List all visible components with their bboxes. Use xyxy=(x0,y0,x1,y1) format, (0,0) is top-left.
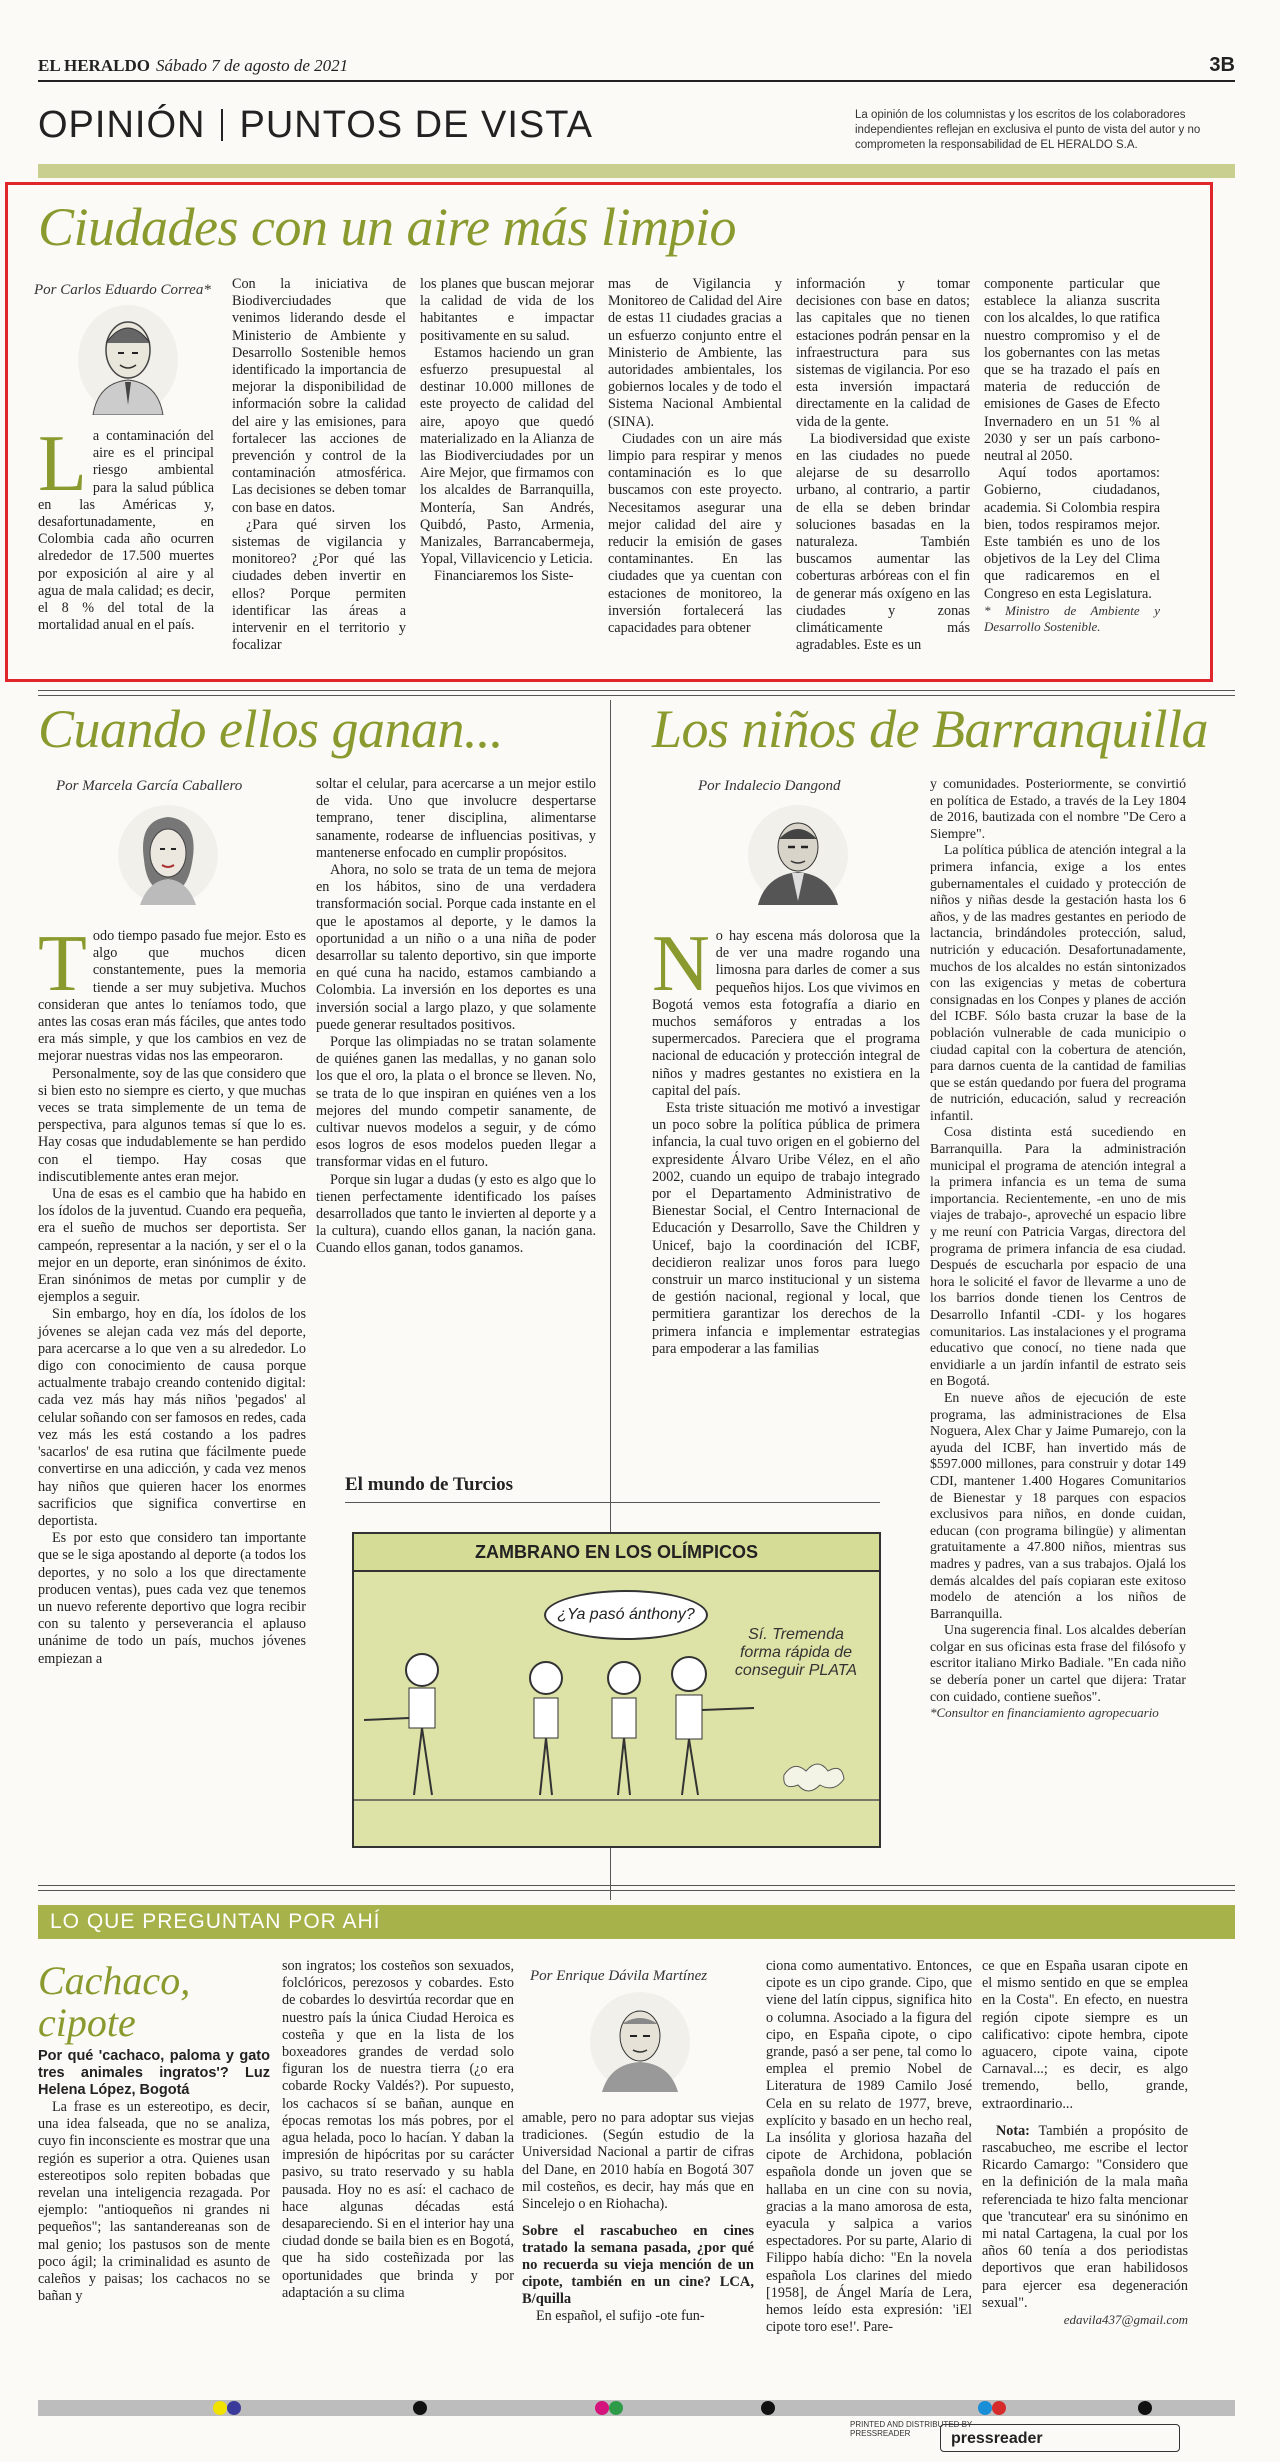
paragraph: Esta triste situación me motivó a investigar un poco sobre la política pública de primera infancia, la cual tuvo origen en el gobierno del expresidente Álvaro Uribe Vélez, en el año 2002, cuando un equipo de trabajo integrado por el Departamento Administrativo de Bienestar Social, el Centro Internacional de Educación y Desarrollo, Save the Children y Unicef, bajo la coordinación del ICBF, decidieron realizar unos foros para luego construir un marco institucional y un sistema de gestión nacional, regional y local, que permitiera garantizar los derechos de la primera infancia e implementar estrategias para empoderar a las familias xyxy=(652,1100,920,1357)
article1-col3 xyxy=(420,276,594,586)
paragraph: mas de Vigilancia y Monitoreo de Calidad del Aire de estas 11 ciudades gracias a un esfuerzo conjunto entre el Ministerio de Ambiente, las autoridades ambientales, los gobiernos locales y de todo el Sistema Nacional Ambiental (SINA). xyxy=(608,276,782,430)
paragraph: y comunidades. Posteriormente, se convirtió en política de Estado, a través de la Ley 1804 de 2016, bautizada con el nombre "De Cero a Siempre". xyxy=(930,776,1186,841)
paper-name: EL HERALDO xyxy=(38,56,150,75)
disclaimer: La opinión de los columnistas y los escritos de los colaboradores independientes reflejan en exclusiva el punto de vista del autor y no comprometen la responsabilidad de EL HERALDO S.A. xyxy=(855,109,1201,151)
paragraph: Una sugerencia final. Los alcaldes deberían colgar en sus oficinas esta frase del filósofo y escritor italiano Mirko Badiale. "En cada niño se debería poner un cartel que dijera: Tratar con cuidado, contiene sueños". xyxy=(930,1622,1186,1704)
speech-bubble: ¿Ya pasó ánthony? xyxy=(544,1590,708,1640)
print-credit: PRINTED AND DISTRIBUTED BY PRESSREADER xyxy=(850,2420,973,2438)
article1-footnote: * Ministro de Ambiente y Desarrollo Sostenible. xyxy=(984,602,1160,634)
author-portrait-davila xyxy=(590,1992,690,2092)
cartoon-banner: ZAMBRANO EN LOS OLÍMPICOS xyxy=(354,1534,879,1572)
issue-date: Sábado 7 de agosto de 2021 xyxy=(155,56,349,75)
dropcap: T xyxy=(38,920,87,1008)
paragraph: o hay escena más dolorosa que la de ver una madre rogando una limosna para darles de comer a sus pequeños hijos. Los que vivimos en Bogotá vemos esta fotografía a diario en muchos semáforos y entradas a los supermercados. Pareciera que el programa nacional de educación y protección integral de niños y madres gestantes no existiera en la capital del país. xyxy=(652,928,920,1099)
paragraph: Porque sin lugar a dudas (y esto es algo que lo tienen perfectamente identificado los países desarrollados que tanto le invierten al deporte y a la cultura), cuando ellos ganan, la nación gana. Cuando ellos ganan, todos ganamos. xyxy=(316,1171,596,1257)
paragraph: Cosa distinta está sucediendo en Barranquilla. Para la administración municipal el programa de atención integral a la primera infancia es un tema de suma importancia. Recientemente, -en uno de mis viajes de trabajo-, aproveché un espacio libre y me reuní con Patricia Vargas, directora del programa de primera infancia de esa ciudad. Después de escucharla por espacio de una hora le solicité el favor de llevarme a uno de los barrios donde tienen los Centros de Desarrollo Infantil -CDI- y los hogares comunitarios. Las instalaciones y el programa educativo que conocí, no tiene nada que envidiarle a un jardín infantil de estrato seis en Bogotá. xyxy=(930,1124,1186,1389)
paragraph: odo tiempo pasado fue mejor. Esto es algo que muchos dicen constantemente, pues la memoria tiende a ser muy subjetiva. Muchos consideran que antes lo teníamos todo, que antes las cosas eran más fáciles, que antes todo era más simple, y que los cambios en vez de mejorar nuestras vidas nos las empeoraron. xyxy=(38,928,306,1065)
dropcap: L xyxy=(38,420,87,508)
article1-col1 xyxy=(38,420,214,634)
cartoon-rule xyxy=(345,1502,880,1503)
paragraph: amable, pero no para adoptar sus viejas tradiciones. (Según estudio de la Universidad Nacional a partir de cifras del Dane, en 2010 había en Bogotá 307 mil costeños, es decir, hay más que en Sincelejo o en Riohacha). xyxy=(522,2110,754,2213)
paragraph: En español, el sufijo -ote fun- xyxy=(536,2308,705,2325)
note-label: Nota: xyxy=(996,2122,1030,2139)
lqp-band: LO QUE PREGUNTAN POR AHÍ xyxy=(38,1905,1235,1939)
masthead xyxy=(38,56,348,76)
article1-col6 xyxy=(984,276,1160,635)
paragraph: los planes que buscan mejorar la calidad de vida de los habitantes e impactar positivamente en su salud. xyxy=(420,276,594,344)
top-rule xyxy=(38,80,1235,82)
paragraph: soltar el celular, para acercarse a un mejor estilo de vida. Uno que involucre despertarse temprano, tener disciplina, alimentarse sanamente, rodearse de influencias positivas, y mantenerse enfocado en cumplir propósitos. xyxy=(316,776,596,861)
green-dot xyxy=(609,2401,623,2415)
paragraph: ¿Para qué sirven los sistemas de vigilancia y monitoreo? ¿Por qué las ciudades deben invertir en ellos? Porque permiten identificar las áreas a intervenir en el territorio y focalizar xyxy=(232,516,406,654)
black-dot xyxy=(761,2401,775,2415)
section-divider xyxy=(221,109,223,141)
article3-col2 xyxy=(930,776,1186,1721)
paragraph: Aquí todos aportamos: Gobierno, ciudadanos, academia. Si Colombia respira bien, todos respiramos mejor. Este también es uno de los objetivos de la Ley del Clima que radicaremos en el Congreso en esta Legislatura. xyxy=(984,465,1160,602)
black-dot xyxy=(1138,2401,1152,2415)
lqp-col4 xyxy=(766,1958,972,2336)
paragraph: Porque las olimpiadas no se tratan solamente de quiénes ganen las medallas, y no ganan solo los que el oro, la plata o el bronce se lleven. No, se trata de lo que inspiran en quiénes ven a los mejores del mundo competir sanamente, de cultivar nuevos modelos a seguir, y de cómo esos logros de esos modelos pueden llegar a transformar vidas en el futuro. xyxy=(316,1034,596,1171)
paragraph: componente particular que establece la alianza suscrita con los alcaldes, lo que ratifica nuestro compromiso y el de los gobernantes con las metas que se ha trazado el país en materia de reducción de emisiones de Gases de Efecto Invernadero en un 51 % al 2030 y ser un país carbono-neutral al 2050. xyxy=(984,276,1160,465)
dropcap: N xyxy=(652,920,710,1008)
article1-col5 xyxy=(796,276,970,654)
article2-col2 xyxy=(316,776,596,1258)
speech-reply: Sí. Tremenda forma rápida de conseguir PLATA xyxy=(734,1626,858,1679)
paragraph: Sin embargo, hoy en día, los ídolos de los jóvenes se alejan cada vez más del deporte, para acercarse a lo que ven a su alrededor. Lo digo con conocimiento de causa porque actualmente trabajo creando contenido digital: cada vez más hay más niños 'pegados' al celular soñando con ser famosos en redes, cada vez más les está costando a los padres 'sacarlos' de esa rutina que fácilmente puede convertirse en una adicción, y cada vez menos hay niños que quieren hacer los enormes sacrificios que significa convertirse en deportista. xyxy=(38,1306,306,1529)
section-heading xyxy=(38,104,593,147)
portrait-sketch xyxy=(118,805,218,905)
paragraph: a contaminación del aire es el principal riesgo ambiental para la salud pública en las Américas y, desafortunadamente, en Colombia cada año ocurren alrededor de 17.500 muertes por exposición al aire y al agua de mala calidad; es decir, el 8 % del total de la mortalidad anual en el país. xyxy=(38,428,214,634)
paragraph: Estamos haciendo un gran esfuerzo presupuestal al destinar 10.000 millones de este proyecto de calidad del aire, apoyo que quedó materializado en la Alianza de las Biodiverciudades por un Aire Mejor, que firmamos con los alcaldes de Barranquilla, Montería, San Andrés, Quibdó, Pasto, Armenia, Manizales, Barrancabermeja, Yopal, Villavicencio y Leticia. xyxy=(420,344,594,568)
paragraph: ce que en España usaran cipote en el mismo sentido en que se emplea en la Costa". En efecto, en nuestra región cipote siempre es un calificativo: cipote hembra, cipote aguacero, cipote vaina, cipote Carnaval...; es decir, es algo tremendo, bello, grande, extraordinario... xyxy=(982,1958,1188,2112)
portrait-sketch xyxy=(748,805,848,905)
subsection-label: PUNTOS DE VISTA xyxy=(239,104,594,146)
paragraph: ciona como aumentativo. Entonces, cipote es un cipo grande. Cipo, que viene del latín cippus, significa hito o columna. Asociado a la figura del cipo, en España cipote, o cipo grande, pasó a ser pene, tal como lo emplea el premio Nobel de Literatura de 1989 Camilo José Cela en su relato de 1977, breve, explícito y basado en un hecho real, La insólita y gloriosa hazaña del cipote de Archidona, población española donde un joven que se hallaba en un cine con su novia, gracias a la mano amorosa de esta, eyacula y salpica a varios espectadores. Por su parte, Alario di Filippo había dicho: "En la novela española Los clarines del miedo [1958], de Ángel María de Lera, hemos leído esta expresión: 'iEl cipote toro ese!'. Pare- xyxy=(766,1958,972,2336)
lqp-col3 xyxy=(522,2110,754,2325)
paragraph: Financiaremos los Siste- xyxy=(434,568,574,585)
article3-title[interactable]: Los niños de Barranquilla xyxy=(652,699,1209,759)
article3-footnote: *Consultor en financiamiento agropecuario xyxy=(930,1705,1159,1721)
magenta-dot xyxy=(595,2401,609,2415)
section-label: OPINIÓN xyxy=(38,104,206,146)
paragraph: Personalmente, soy de las que considero que si bien esto no siempre es cierto, y que muchas veces se trata simplemente de un tema de perspectiva, para algunos temas sí que lo es. Hay cosas que indudablemente se han perdido con el tiempo. Hay cosas que indiscutiblemente antes eran mejor. xyxy=(38,1065,306,1185)
author-portrait-correa xyxy=(78,305,178,415)
section-divider xyxy=(38,1885,1235,1891)
paragraph: Ciudades con un aire más limpio para respirar y menos contaminación es lo que buscamos con este proyecto. Necesitamos asegurar una mejor calidad del aire y reducir la emisión de gases contaminantes. En las ciudades que ya cuentan con estaciones de monitoreo, la inversión fortalecerá las capacidades para obtener xyxy=(608,430,782,637)
paragraph: Con la iniciativa de Biodiverciudades que venimos liderando desde el Ministerio de Ambiente y Desarrollo Sostenible hemos identificado la importancia de mejorar la disponibilidad de información sobre la calidad del aire y las emisiones, para fortalecer las acciones de prevención y control de la contaminación atmosférica. Las decisiones se deben tomar con base en datos. xyxy=(232,276,406,516)
author-email[interactable]: edavila437@gmail.com xyxy=(1063,2312,1188,2328)
paragraph: información y tomar decisiones con base en datos; las capitales que no tienen estaciones podrán pensar en la infraestructura para sus sistemas de vigilancia. Por eso esta inversión impactará directamente en la calidad de vida de la gente. xyxy=(796,276,970,430)
paragraph: Una de esas es el cambio que ha habido en los ídolos de la juventud. Cuando era pequeña, era el sueño de muchos ser deportista. Ser campeón, representar a la nación, y ser el o la mejor en un deporte, eran sinónimos de éxito. Eran sinónimos de metas por cumplir y de ejemplos a seguir. xyxy=(38,1186,306,1306)
author-portrait-garcia xyxy=(118,805,218,905)
header-band xyxy=(38,164,1235,178)
cartoon-section-title: El mundo de Turcios xyxy=(345,1474,514,1495)
article1-byline: Por Carlos Eduardo Correa* xyxy=(34,282,211,298)
paragraph: La biodiversidad que existe en las ciudades no puede alejarse de su desarrollo urbano, al contrario, a partir de ella se deben brindar soluciones basadas en la naturaleza. También buscamos aumentar las coberturas arbóreas con el fin de generar más oxígeno en las ciudades y zonas climáticamente más agradables. Este es un xyxy=(796,430,970,654)
lqp-col2 xyxy=(282,1958,514,2302)
blue-dot xyxy=(227,2401,241,2415)
article2-byline: Por Marcela García Caballero xyxy=(56,778,243,794)
article3-col1 xyxy=(652,920,920,1358)
cartoon-panel[interactable] xyxy=(352,1532,881,1848)
author-portrait-dangond xyxy=(748,805,848,905)
portrait-sketch xyxy=(78,305,178,415)
pressreader-logo[interactable]: pressreader xyxy=(940,2424,1180,2452)
cartoon-figures xyxy=(354,1570,879,1846)
lqp-title[interactable]: Cachaco, cipote xyxy=(38,1958,191,2045)
red-dot xyxy=(992,2401,1006,2415)
paragraph: En nueve años de ejecución de este programa, las administraciones de Elsa Noguera, Alex Char y Jaime Pumarejo, con la ayuda del ICBF, han invertido más de $597.000 millones, para construir y dotar 149 CDI, mantener 1.400 Hogares Comunitarios de Bienestar y 18 parques con espacios exclusivos para niños, en donde cuidan, educan (con programa bilingüe) y alimentan gratuitamente a 47.800 niños, mientras sus madres y padres, van a sus trabajos. Ojalá los demás alcaldes del país copiaran este exitoso modelo de atención a los niños de Barranquilla. xyxy=(930,1389,1186,1621)
paragraph: La frase es un estereotipo, es decir, una idea falseada, que no se analiza, cuyo fin inconsciente es mostrar que una región es superior a otra. Quienes usan estereotipos solo repiten bobadas que revelan una inteligencia rezagada. Por ejemplo: "antioqueños ni grandes ni pequeños"; las santandereanas son de mal genio; los pastusos son de mente poco ágil; la criminalidad es asunto de caleños y paisas; los cachacos no se bañan y xyxy=(38,2099,270,2305)
page-number: 3B xyxy=(1209,54,1235,76)
black-dot xyxy=(413,2401,427,2415)
lqp-col1 xyxy=(38,2048,270,2305)
print-color-bar xyxy=(38,2400,1235,2416)
lqp-col5 xyxy=(982,1958,1188,2328)
paragraph: son ingratos; los costeños son sexuados, folclóricos, perezosos y cobardes. Esto de cobardes lo desvirtúa recordar que en nuestro país la única Ciudad Heroica es costeña y que en la lista de los boxeadores grandes de verdad solo figuran los de nuestra tierra (¿o era cobarde Rocky Valdés?). Por supuesto, los cachacos sí se bañan, aunque en épocas remotas los más pobres, por el agua helada, poco lo hacían. Y daban la impresión de hipócritas por su carácter pasivo, su trato reservado y su habla pausada. Hoy no es así: el cachaco de hace algunas décadas está desapareciendo. Si en el interior hay una ciudad donde se baila bien es en Bogotá, que ha sido costeñizada por las oportunidades que brinda y por adaptación a su clima xyxy=(282,1958,514,2301)
lqp-byline: Por Enrique Dávila Martínez xyxy=(530,1968,708,1984)
paragraph: Ahora, no solo se trata de un tema de mejora en los hábitos, sino de una verdadera transformación social. Porque cada instante en el que le apostamos al deporte, y le damos la oportunidad a un niño o a una niña de poder desarrollar su talento deportivo, sin que importe en qué cuna ha nacido, estamos cambiando a Colombia. La inversión en los deportes es una inversión social a largo plazo, y que solamente puede generar resultados positivos. xyxy=(316,862,596,1033)
lqp-question-2: Sobre el rascabucheo en cines tratado la semana pasada, ¿por qué no recuerda su vieja mención de un cipote, también en un cine? LCA, B/quilla xyxy=(522,2223,754,2308)
portrait-sketch xyxy=(590,1992,690,2092)
article1-col2 xyxy=(232,276,406,654)
article2-col1 xyxy=(38,920,306,1668)
lqp-question: Por qué 'cachaco, paloma y gato tres animales ingratos'? Luz Helena López, Bogotá xyxy=(38,2048,270,2098)
paragraph: La política pública de atención integral a la primera infancia, exige a los entes gubernamentales el cuidado y protección de niños y niñas desde la gestación hasta los 6 años, y de las madres gestantes en periodo de lactancia, brindándoles protección, salud, nutrición y educación. Desafortunadamente, muchos de los alcaldes no están sintonizados con las exigencias y metas de cobertura consignadas en los Conpes y planes de acción del ICBF. Sólo basta cruzar la base de la población vulnerable de cada municipio o ciudad capital con la cobertura de atención, para darnos cuenta de la cantidad de familias que se están quedando por fuera del programa de nutrición, educación, salud y recreación infantil. xyxy=(930,842,1186,1123)
paragraph: También a propósito de rascabucheo, me escribe el lector Ricardo Camargo: "Considero que en la definición de la mala maña referenciada te hizo falta mencionar que 'trancutear' era su sinónimo en mi natal Cartagena, la cual por los años 60 tenía a dos periodistas deportivos que eran habilidosos para ejercer esa degeneración sexual". xyxy=(982,2122,1188,2311)
paragraph: Es por esto que considero tan importante que se le siga apostando al deporte (a todos los deportes, y no solo a los que directamente producen ventas), pues cada vez que tenemos un nuevo referente deportivo que logra recibir con su talento y perseverancia el aplauso unánime de todo un país, muchos jóvenes empiezan a xyxy=(38,1530,306,1667)
article1-title[interactable]: Ciudades con un aire más limpio xyxy=(38,197,736,257)
article3-byline: Por Indalecio Dangond xyxy=(698,778,841,794)
article2-title[interactable]: Cuando ellos ganan... xyxy=(38,699,504,759)
cyan-dot xyxy=(978,2401,992,2415)
section-divider xyxy=(38,690,1235,696)
article1-col4 xyxy=(608,276,782,637)
yellow-dot xyxy=(213,2401,227,2415)
